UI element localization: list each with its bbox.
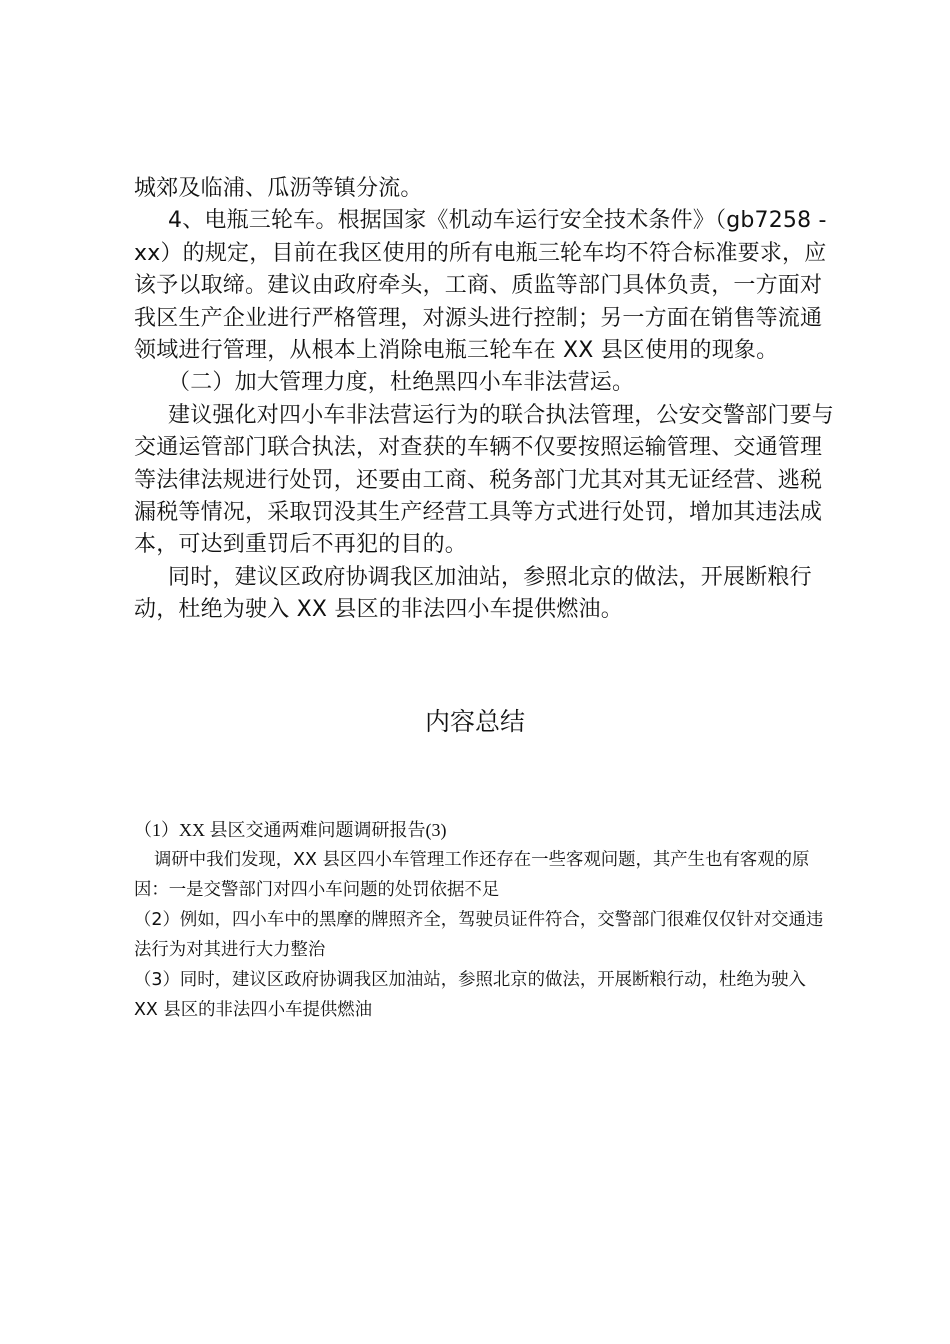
summary-item-1-body: 调研中我们发现，XX 县区四小车管理工作还存在一些客观问题，其产生也有客观的原因：一是交警部门对四小车问题的处罚依据不足: [134, 850, 810, 900]
paragraph-5: 同时，建议区政府协调我区加油站，参照北京的做法，开展断粮行动，杜绝为驶入 XX 县区的非法四小车提供燃油。: [134, 564, 812, 623]
document-body: [134, 173, 834, 627]
summary-title: 内容总结: [424, 707, 525, 736]
summary-item-2: （2）例如，四小车中的黑摩的牌照齐全，驾驶员证件符合，交警部门很难仅仅针对交通违法行为对其进行大力整治: [134, 910, 824, 960]
summary-section: [134, 815, 834, 1025]
section-heading: （二）加大管理力度，杜绝黑四小车非法营运。: [168, 370, 635, 396]
paragraph-2: 4、电瓶三轮车。根据国家《机动车运行安全技术条件》（gb7258 - xx）的规定，目前在我区使用的所有电瓶三轮车均不符合标准要求，应该予以取缔。建议由政府牵头，工商、质监等部门具体负责，一方面对我区生产企业进行严格管理，对源头进行控制；另一方面在销售等流通领域进行管理，从根本上消除电瓶三轮车在 XX 县区使用的现象。: [134, 208, 827, 364]
summary-item-3: （3）同时，建议区政府协调我区加油站，参照北京的做法，开展断粮行动，杜绝为驶入 XX 县区的非法四小车提供燃油: [134, 970, 806, 1020]
paragraph-1: 城郊及临浦、瓜沥等镇分流。: [134, 176, 423, 201]
summary-item-1-title: （1）XX 县区交通两难问题调研报告(3): [134, 820, 447, 840]
paragraph-4: 建议强化对四小车非法营运行为的联合执法管理，公安交警部门要与交通运管部门联合执法，对查获的车辆不仅要按照运输管理、交通管理等法律法规进行处罚，还要由工商、税务部门尤其对其无证经营、逃税漏税等情况，采取罚没其生产经营工具等方式进行处罚，增加其违法成本，可达到重罚后不再犯的目的。: [134, 402, 835, 558]
